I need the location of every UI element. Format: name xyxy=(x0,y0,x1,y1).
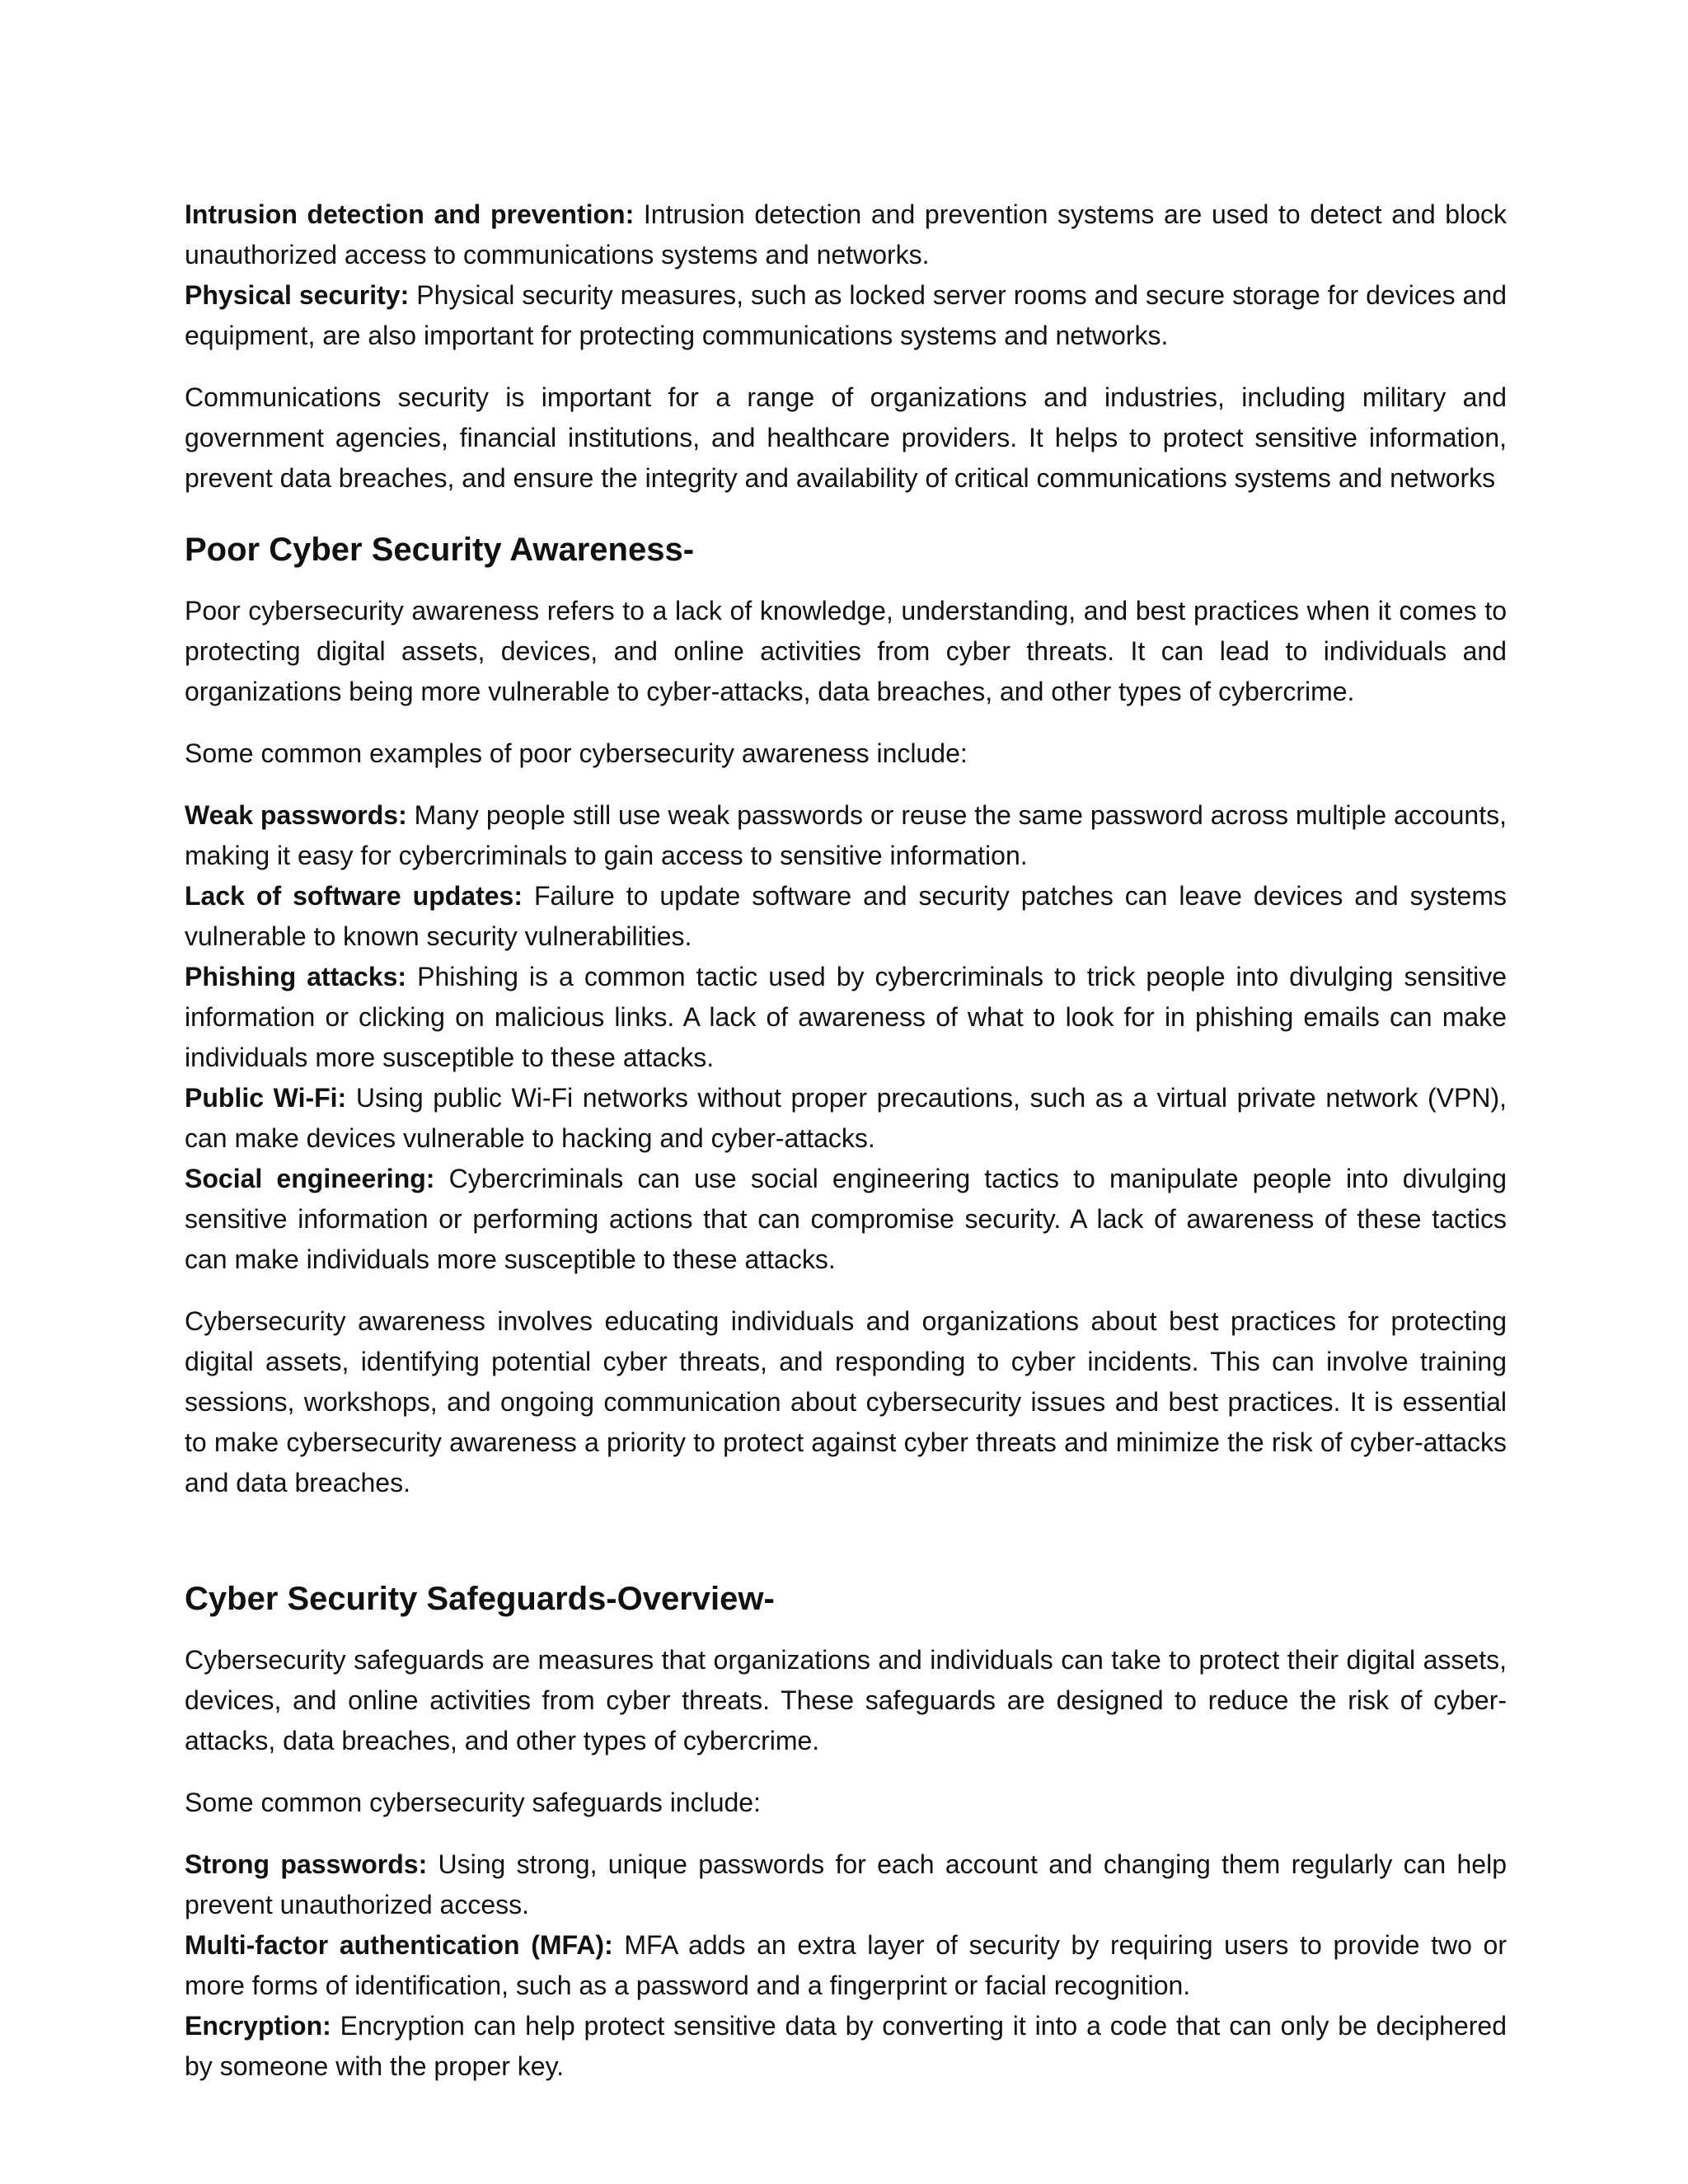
comms-paragraph: Communications security is important for a range of organizations and industries, including military and government agencies, financial institutions, and healthcare providers. It helps to protect sensitive information, prevent data breaches, and ensure the integrity and availability of critical communications systems and networks xyxy=(185,382,1507,493)
term-label: Multi-factor authentication (MFA): xyxy=(185,1930,613,1960)
awareness-item-phishing xyxy=(185,957,1507,1078)
item-text: Intrusion detection and prevention systems are used to detect and block unauthorized access to communications systems and networks. xyxy=(185,199,1507,269)
item-text: Phishing is a common tactic used by cybercriminals to trick people into divulging sensitive information or clicking on malicious links. A lack of awareness of what to look for in phishing emails can make individuals more susceptible to these attacks. xyxy=(185,962,1507,1072)
awareness-paragraph: Poor cybersecurity awareness refers to a lack of knowledge, understanding, and best practices when it comes to protecting digital assets, devices, and online activities from cyber threats. It can lead to individuals and organizations being more vulnerable to cyber-attacks, data breaches, and other types of cybercrime. xyxy=(185,596,1507,706)
term-label: Lack of software updates: xyxy=(185,881,523,911)
item-text: Cybercriminals can use social engineering tactics to manipulate people into divulging sensitive information or performing actions that can compromise security. A lack of awareness of these tactics can make individuals more susceptible to these attacks. xyxy=(185,1164,1507,1274)
awareness-lead: Some common examples of poor cybersecurity awareness include: xyxy=(185,738,968,768)
term-label: Encryption: xyxy=(185,2011,331,2041)
term-label: Social engineering: xyxy=(185,1164,435,1193)
term-label: Physical security: xyxy=(185,280,410,310)
item-text: Encryption can help protect sensitive data by converting it into a code that can only be deciphered by someone with the proper key. xyxy=(185,2011,1507,2081)
term-label: Weak passwords: xyxy=(185,800,407,830)
safeguards-paragraph: Cybersecurity safeguards are measures that organizations and individuals can take to protect their digital assets, devices, and online activities from cyber threats. These safeguards are designed to reduce the risk of cyber-attacks, data breaches, and other types of cybercrime. xyxy=(185,1645,1507,1755)
intro-item-intrusion xyxy=(185,194,1507,275)
safeguard-item-strong-passwords xyxy=(185,1844,1507,1925)
document-page xyxy=(185,194,1507,2087)
item-text: Many people still use weak passwords or reuse the same password across multiple accounts, making it easy for cybercriminals to gain access to sensitive information. xyxy=(185,800,1507,870)
item-text: Failure to update software and security patches can leave devices and systems vulnerable to known security vulnerabilities. xyxy=(185,881,1507,951)
section-heading-awareness: Poor Cyber Security Awareness- xyxy=(185,532,695,568)
term-label: Strong passwords: xyxy=(185,1849,428,1879)
safeguard-item-encryption xyxy=(185,2006,1507,2087)
item-text: Using strong, unique passwords for each account and changing them regularly can help prevent unauthorized access. xyxy=(185,1849,1507,1919)
safeguards-lead: Some common cybersecurity safeguards include: xyxy=(185,1788,761,1817)
awareness-item-social-engineering xyxy=(185,1159,1507,1280)
term-label: Intrusion detection and prevention: xyxy=(185,199,635,229)
item-text: MFA adds an extra layer of security by requiring users to provide two or more forms of identification, such as a password and a fingerprint or facial recognition. xyxy=(185,1930,1507,2000)
term-label: Public Wi-Fi: xyxy=(185,1083,347,1113)
intro-item-physical xyxy=(185,275,1507,356)
awareness-item-weak-passwords xyxy=(185,795,1507,876)
awareness-item-public-wifi xyxy=(185,1078,1507,1159)
section-heading-safeguards: Cyber Security Safeguards-Overview- xyxy=(185,1581,775,1617)
item-text: Physical security measures, such as locked server rooms and secure storage for devices and equipment, are also important for protecting communications systems and networks. xyxy=(185,280,1507,350)
awareness-closing: Cybersecurity awareness involves educating individuals and organizations about best practices for protecting digital assets, identifying potential cyber threats, and responding to cyber incidents. This can involve training sessions, workshops, and ongoing communication about cybersecurity issues and best practices. It is essential to make cybersecurity awareness a priority to protect against cyber threats and minimize the risk of cyber-attacks and data breaches. xyxy=(185,1306,1507,1497)
term-label: Phishing attacks: xyxy=(185,962,407,991)
safeguard-item-mfa xyxy=(185,1925,1507,2006)
item-text: Using public Wi-Fi networks without proper precautions, such as a virtual private network (VPN), can make devices vulnerable to hacking and cyber-attacks. xyxy=(185,1083,1507,1153)
awareness-item-software-updates xyxy=(185,876,1507,957)
